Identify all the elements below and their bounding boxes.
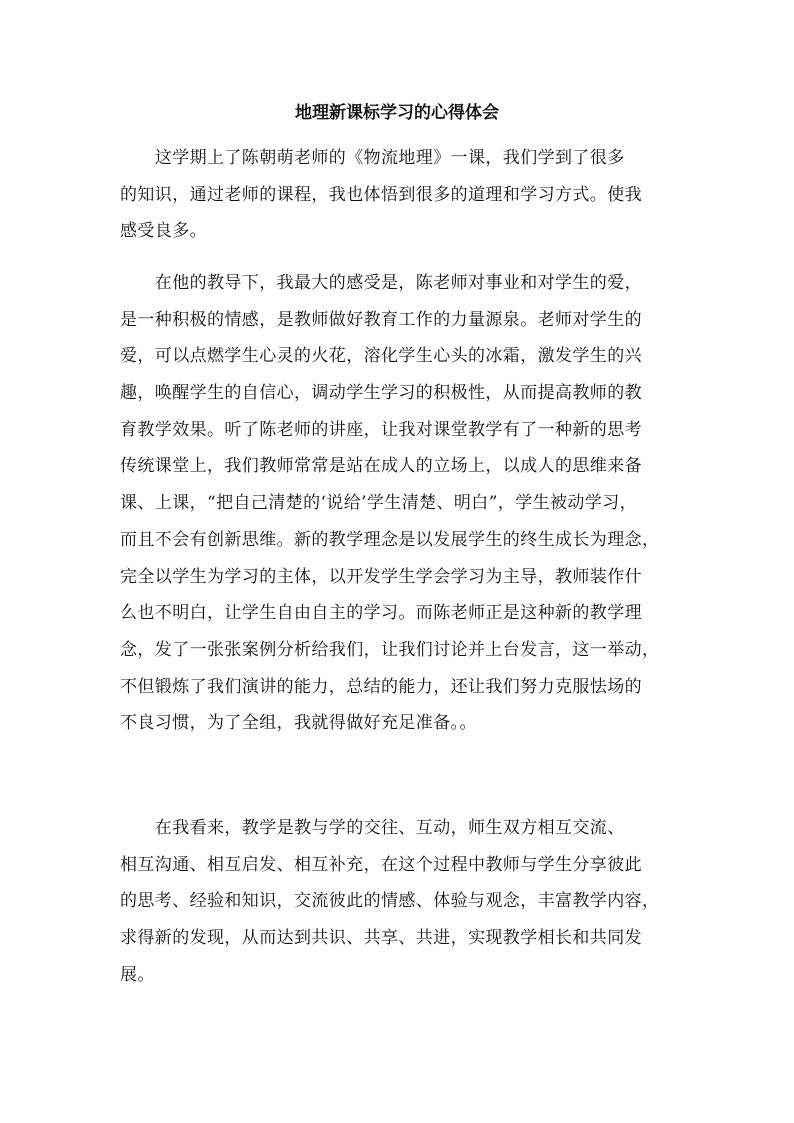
paragraph-line: 不良习惯，为了全组，我就得做好充足准备。。 [120,713,477,734]
paragraph-line: 感受良多。 [120,221,207,242]
paragraph-line: 的知识，通过老师的课程，我也体悟到很多的道理和学习方式。使我 [120,184,642,205]
paragraph-line: 爱，可以点燃学生心灵的火花，溶化学生心头的冰霜，激发学生的兴 [120,346,642,367]
paragraph-line: 这学期上了陈朝萌老师的《物流地理》一课，我们学到了很多 [120,148,625,168]
paragraph-line: 课、上课，“把自己清楚的‘说给’学生清楚、明白”，学生被动学习， [120,493,637,514]
paragraph-line: 念，发了一张张案例分析给我们，让我们讨论并上台发言，这一举动， [120,639,660,660]
paragraph-2 [120,265,682,742]
document-title: 地理新课标学习的心得体会 [295,103,499,123]
paragraph-line: 在我看来，教学是教与学的交往、互动，师生双方相互交流、 [120,818,625,838]
paragraph-line: 在他的教导下，我最大的感受是，陈老师对事业和对学生的爱， [120,273,642,293]
paragraph-line: 完全以学生为学习的主体，以开发学生学会学习为主导，教师装作什 [120,566,642,587]
paragraph-line: 展。 [120,964,155,985]
paragraph-1 [120,140,682,250]
paragraph-line: 相互沟通、相互启发、相互补充，在这个过程中教师与学生分享彼此 [120,854,642,875]
paragraph-line: 是一种积极的情感，是教师做好教育工作的力量源泉。老师对学生的 [120,309,642,330]
paragraph-line: 而且不会有创新思维。新的教学理念是以发展学生的终生成长为理念， [120,529,660,550]
paragraph-line: 传统课堂上，我们教师常常是站在成人的立场上，以成人的思维来备 [120,456,642,477]
paragraph-line: 趣，唤醒学生的自信心，调动学生学习的积极性，从而提高教师的教 [120,383,642,404]
paragraph-3 [120,810,682,993]
paragraph-line: 求得新的发现，从而达到共识、共享、共进，实现教学相长和共同发 [120,928,642,949]
paragraph-line: 么也不明白，让学生自由自主的学习。而陈老师正是这种新的教学理 [120,603,642,624]
paragraph-line: 不但锻炼了我们演讲的能力，总结的能力，还让我们努力克服怯场的 [120,676,642,697]
paragraph-line: 育教学效果。听了陈老师的讲座，让我对课堂教学有了一种新的思考 [120,419,642,440]
paragraph-line: 的思考、经验和知识，交流彼此的情感、体验与观念，丰富教学内容， [120,891,660,912]
